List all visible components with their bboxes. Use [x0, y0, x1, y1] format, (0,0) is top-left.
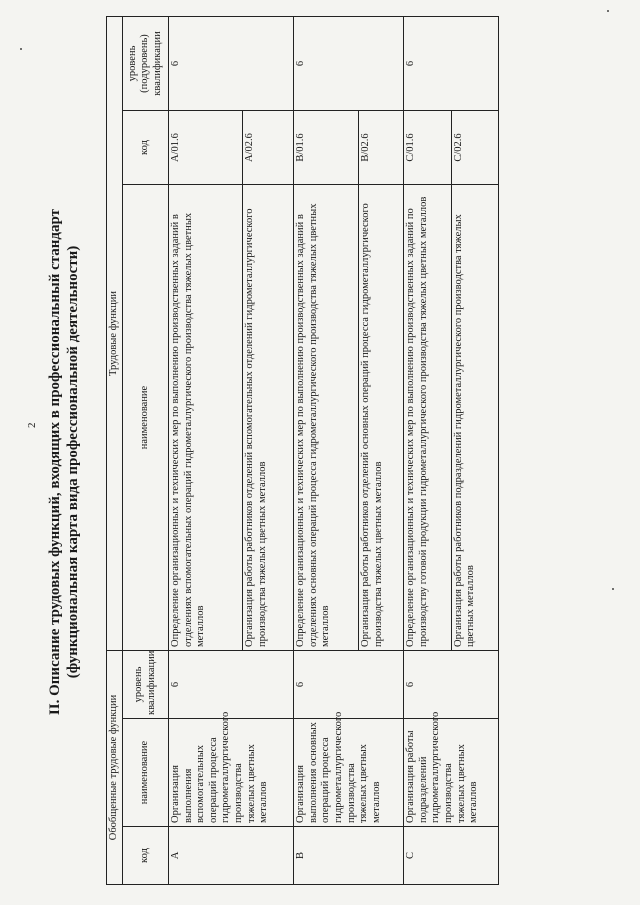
function-code: B/02.6	[359, 111, 404, 185]
header-code: код	[123, 827, 169, 885]
function-code: A/01.6	[169, 111, 243, 185]
function-name: Определение организационных и технических мер по выполнению производственных заданий по производству готовой продукции гидрометаллургического производства тяжелых цветных металлов	[404, 185, 451, 651]
header-row-groups	[107, 16, 123, 884]
table-row	[294, 16, 359, 884]
function-name: Определение организационных и технических мер по выполнению производственных заданий в отделениях основных операций процесса гидрометаллургического производства тяжелых цветных металлов	[294, 185, 359, 651]
functional-map-table-wrapper	[106, 17, 499, 885]
row-level: 6	[404, 651, 499, 719]
row-level: 6	[169, 651, 294, 719]
header-tf-name: наименование	[123, 185, 169, 651]
header-general-functions: Обобщенные трудовые функции	[107, 651, 123, 885]
scan-speck	[612, 588, 614, 590]
function-name: Организация работы работников отделений основных операций процесса гидрометаллургического производства тяжелых цветных металлов	[359, 185, 404, 651]
header-row-columns	[123, 16, 169, 884]
header-level: уровень квалификации	[123, 651, 169, 719]
function-level: 6	[294, 16, 404, 110]
header-name: наименование	[123, 719, 169, 827]
table-row	[404, 16, 451, 884]
function-name: Организация работы работников отделений вспомогательных отделений гидрометаллургического производства тяжелых цветных металлов	[243, 185, 294, 651]
row-name: Организация работы подразделений гидрометаллургического производства тяжелых цветных металлов	[404, 719, 499, 827]
functional-map-table	[106, 16, 499, 885]
scan-speck	[607, 10, 609, 12]
row-code: B	[294, 827, 404, 885]
row-name: Организация выполнения вспомогательных операций процесса гидрометаллургического производства тяжелых цветных металлов	[169, 719, 294, 827]
header-tf-level: уровень (подуровень) квалификации	[123, 16, 169, 110]
function-level: 6	[169, 16, 294, 110]
heading-line-2: (функциональная карта вида профессиональной деятельности)	[65, 245, 81, 679]
scan-speck	[20, 48, 22, 50]
heading-line-1: II. Описание трудовых функций, входящих в профессиональный стандарт	[47, 208, 63, 716]
function-code: C/01.6	[404, 111, 451, 185]
function-name: Организация работы работников подразделений гидрометаллургического производства тяжелых цветных металлов	[451, 185, 498, 651]
function-code: C/02.6	[451, 111, 498, 185]
function-name: Определение организационных и технических мер по выполнению производственных заданий в отделениях вспомогательных операций гидрометаллургического производства тяжелых цветных металлов	[169, 185, 243, 651]
page-number: 2	[26, 422, 38, 428]
function-level: 6	[404, 16, 499, 110]
function-code: B/01.6	[294, 111, 359, 185]
header-tf-code: код	[123, 111, 169, 185]
function-code: A/02.6	[243, 111, 294, 185]
row-name: Организация выполнения основных операций процесса гидрометаллургического производства тяжелых цветных металлов	[294, 719, 404, 827]
table-row	[169, 16, 243, 884]
section-heading	[46, 22, 82, 902]
row-code: A	[169, 827, 294, 885]
header-labor-functions: Трудовые функции	[107, 16, 123, 650]
row-code: C	[404, 827, 499, 885]
row-level: 6	[294, 651, 404, 719]
